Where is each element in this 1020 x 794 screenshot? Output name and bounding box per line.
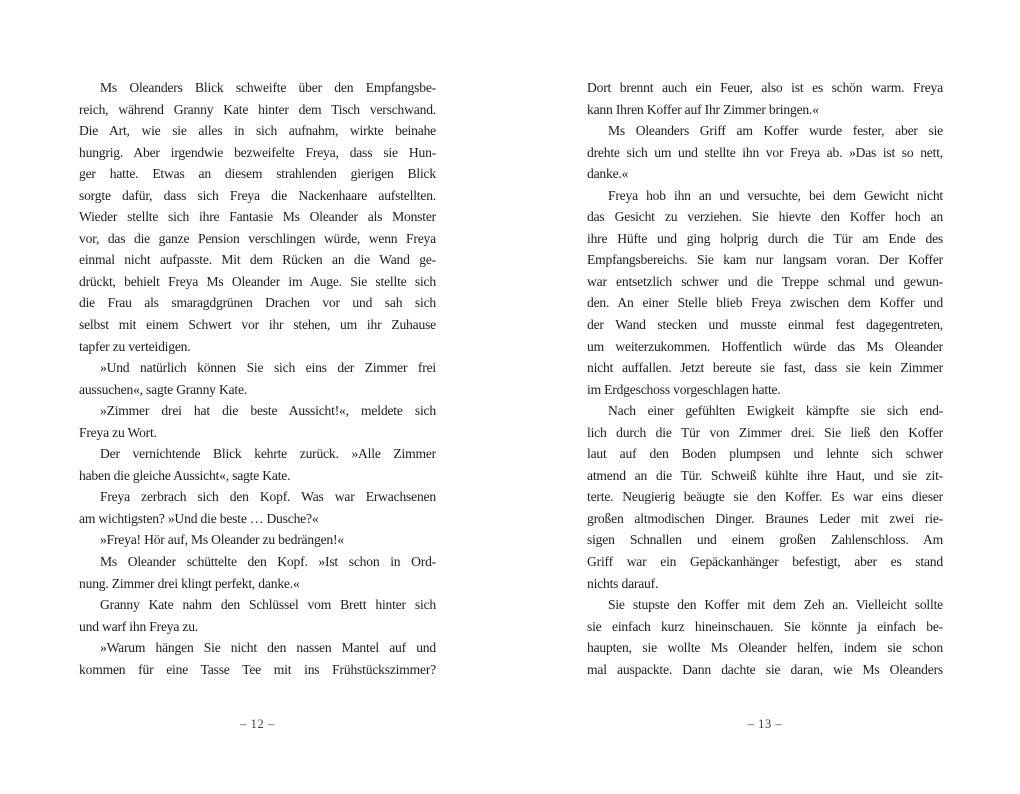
text-line: kommen für eine Tasse Tee mit ins Frühstückszimmer? — [79, 661, 436, 677]
text-line: Ms Oleanders Blick schweifte über den Empfangsbe- — [100, 80, 436, 95]
text-line: Freya zerbrach sich den Kopf. Was war Erwachsenen — [100, 489, 436, 505]
text-line: lich durch die Tür von Zimmer drei. Sie ließ den Koffer — [587, 424, 943, 440]
text-line: Freya hob ihn an und versuchte, bei dem Gewicht nicht — [608, 187, 943, 203]
text-line: »Und natürlich können Sie sich eins der Zimmer frei — [100, 360, 436, 376]
text-line: vor, das die ganze Pension verschlingen würde, wenn Freya — [79, 230, 436, 246]
text-line: einmal nicht aufpasste. Mit dem Rücken an die Wand ge- — [79, 252, 436, 268]
text-line: nicht auffallen. Jetzt bereute sie fast, dass sie kein Zimmer — [587, 360, 943, 376]
text-line: sorgte dafür, dass sich Freya die Nackenhaare aufstellten. — [79, 187, 436, 203]
text-line: selbst mit einem Schwert vor ihr stehen, um ihr Zuhause — [79, 317, 436, 333]
text-line: »Warum hängen Sie nicht den nassen Mantel auf und — [100, 640, 436, 656]
text-line: Granny Kate nahm den Schlüssel vom Brett hinter sich — [100, 597, 436, 613]
page-number-right: – 13 – — [747, 717, 783, 731]
text-line: haben die gleiche Aussicht«, sagte Kate. — [79, 467, 291, 483]
text-line: terte. Neugierig beäugte sie den Koffer. Es war eins dieser — [587, 489, 943, 505]
text-line: hungrig. Aber irgendwie bezweifelte Freya, dass sie Hun- — [79, 144, 436, 160]
text-line: »Freya! Hör auf, Ms Oleander zu bedrängen!« — [100, 532, 344, 548]
text-line: sigen Schnallen und einem großen Zahlenschloss. Am — [587, 532, 943, 548]
text-line: nichts darauf. — [587, 575, 659, 591]
text-line: war entsetzlich schwer und die Treppe schmal und gewun- — [587, 273, 943, 289]
text-line: Ms Oleander schüttelte den Kopf. »Ist schon in Ord- — [100, 554, 436, 570]
text-line: danke.« — [587, 166, 629, 182]
text-line: Sie stupste den Koffer mit dem Zeh an. Vielleicht sollte — [608, 597, 943, 613]
text-line: am wichtigsten? »Und die beste … Dusche?« — [79, 510, 319, 526]
text-line: laut auf den Boden plumpsen und lehnte sich schwer — [587, 446, 943, 462]
page-12-text — [79, 77, 436, 680]
text-line: Empfangsbereichs. Sie kam nur langsam voran. Der Koffer — [587, 252, 943, 268]
text-line: die Frau als smaragdgrünen Drachen vor und sah sich — [79, 295, 436, 311]
text-line: das Gesicht zu verziehen. Sie hievte den Koffer hoch an — [587, 209, 943, 225]
page-13-text — [587, 77, 943, 680]
text-line: großen altmodischen Dinger. Braunes Leder mit zwei rie- — [587, 510, 943, 526]
text-line: Freya zu Wort. — [79, 424, 157, 440]
text-line: ihre Hüfte und ging holprig durch die Tür am Ende des — [587, 230, 943, 246]
text-line: nung. Zimmer drei klingt perfekt, danke.« — [79, 575, 300, 591]
text-line: Griff war ein Gepäckanhänger befestigt, aber es stand — [587, 554, 943, 570]
text-line: reich, während Granny Kate hinter dem Tisch verschwand. — [79, 101, 436, 117]
text-line: Dort brennt auch ein Feuer, also ist es schön warm. Freya — [587, 80, 943, 95]
text-line: Der vernichtende Blick kehrte zurück. »Alle Zimmer — [100, 446, 436, 462]
text-line: tapfer zu verteidigen. — [79, 338, 191, 354]
text-line: atmend an die Tür. Schweiß kühlte ihre Haut, und sie zit- — [587, 467, 943, 483]
page-number-left: – 12 – — [240, 717, 275, 731]
text-line: den. An einer Stelle blieb Freya zwischen dem Koffer und — [587, 295, 943, 311]
text-line: der Wand stecken und musste einmal fest dagegentreten, — [587, 317, 943, 333]
text-line: Die Art, wie sie alles in sich aufnahm, wirkte beinahe — [79, 123, 436, 139]
text-line: Ms Oleanders Griff am Koffer wurde fester, aber sie — [608, 123, 943, 139]
text-line: sie einfach kurz hineinschauen. Sie könnte ja einfach be- — [587, 618, 943, 634]
text-line: Wieder stellte sich ihre Fantasie Ms Oleander als Monster — [79, 209, 436, 225]
text-line: mal auspackte. Dann dachte sie daran, wie Ms Oleanders — [587, 661, 943, 677]
text-line: drückt, behielt Freya Ms Oleander im Auge. Sie stellte sich — [79, 273, 436, 289]
text-line: ger hatte. Etwas an diesem strahlenden gierigen Blick — [79, 166, 436, 182]
text-line: kann Ihren Koffer auf Ihr Zimmer bringen.« — [587, 101, 819, 117]
text-line: Nach einer gefühlten Ewigkeit kämpfte sie sich end- — [608, 403, 943, 419]
text-line: haupten, sie wollte Ms Oleander helfen, indem sie schon — [587, 640, 943, 656]
text-line: »Zimmer drei hat die beste Aussicht!«, meldete sich — [100, 403, 436, 419]
text-line: drehte sich um und stellte ihn vor Freya ab. »Das ist so nett, — [587, 144, 943, 160]
text-line: aussuchen«, sagte Granny Kate. — [79, 381, 248, 397]
text-line: im Erdgeschoss vorgeschlagen hatte. — [587, 381, 781, 397]
text-line: um weiterzukommen. Hoffentlich würde das Ms Oleander — [587, 338, 943, 354]
text-line: und warf ihn Freya zu. — [79, 618, 199, 634]
